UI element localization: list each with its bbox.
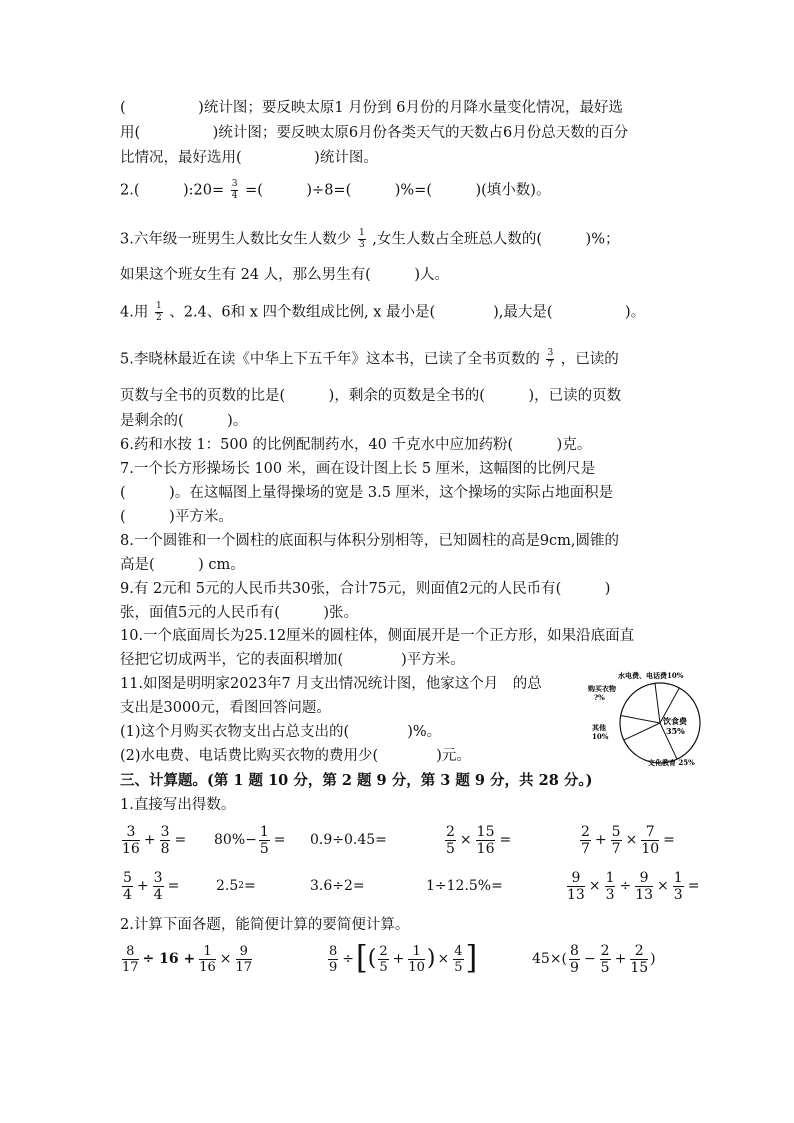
q1-line3: 比情况，最好选用( )统计图。 [120, 150, 378, 166]
q3-line2: 如果这个班女生有 24 人，那么男生有( )人。 [120, 267, 449, 283]
q5-line3: 是剩余的( )。 [120, 413, 248, 429]
sub2-title: 2.计算下面各题，能简便计算的要简便计算。 [120, 917, 410, 933]
calc-r1-e1: $\frac{3}{16}$ + $\frac{3}{8}$ = [122, 823, 187, 857]
q4-fraction: $\frac{1}{2}$ [155, 301, 162, 323]
q3-line1: 3.六年级一班男生人数比女生人数少 $\frac{1}{3}$ ,女生人数占全班总人数的( )%； [120, 228, 620, 250]
calc-r1-e5: $\frac{2}{7}$ + $\frac{5}{7}$ × $\frac{7}{10}$ = [581, 823, 675, 857]
q11-line2: 支出是3000元，看图回答问题。 [120, 700, 331, 716]
q10-line1: 10.一个底面周长为25.12厘米的圆柱体，侧面展开是一个正方形，如果沿底面直 [120, 628, 635, 644]
calc-r1-e4: $\frac{2}{5}$ × $\frac{15}{16}$ = [446, 823, 512, 857]
calc-r1-e2: 80%− $\frac{1}{5}$ = [214, 823, 286, 857]
q10-line2: 径把它切成两半，它的表面积增加( )平方米。 [120, 652, 465, 668]
q2-fraction: $\frac{3}{4}$ [231, 179, 238, 201]
pie-label-food: 饮食费 [663, 716, 687, 726]
q9-line2: 张，面值5元的人民币有( )张。 [120, 605, 359, 621]
pie-slices [620, 683, 700, 763]
q6: 6.药和水按 1：500 的比例配制药水，40 千克水中应加药粉( )克。 [120, 437, 592, 453]
q1-line2: 用( )统计图；要反映太原6月份各类天气的天数占6月份总天数的百分 [120, 125, 629, 141]
expense-pie-chart [588, 668, 718, 774]
calc-r1-e3: 0.9÷0.45= [310, 832, 387, 848]
q7-line2: ( )。在这幅图上量得操场的宽是 3.5 厘米，这个操场的实际占地面积是 [120, 485, 614, 501]
pie-label-clothes: 购买衣物 [588, 684, 616, 693]
q11-sub2: (2)水电费、电话费比购买衣物的费用少( )元。 [120, 748, 471, 764]
pie-label-water: 水电费、电话费10% [618, 671, 684, 680]
pie-label-food-pct: 35% [666, 726, 685, 736]
q5-fraction: $\frac{3}{7}$ [547, 348, 554, 370]
pie-label-other: 其他 [592, 723, 606, 732]
q2: 2.( ):20= $\frac{3}{4}$ =( )÷8=( )%=( )(填小数)。 [120, 179, 551, 201]
q7-line1: 7.一个长方形操场长 100 米，画在设计图上长 5 厘米，这幅图的比例尺是 [120, 461, 596, 477]
q4: 4.用 $\frac{1}{2}$ 、2.4、6和 x 四个数组成比例, x 最小是( ),最大是( )。 [120, 301, 646, 323]
q3-fraction: $\frac{1}{3}$ [358, 228, 365, 250]
q11-line1: 11.如图是明明家2023年7 月支出情况统计图，他家这个月 的总 [120, 676, 542, 692]
q5-line2: 页数与全书的页数的比是( )，剩余的页数是全书的( )，已读的页数 [120, 388, 622, 404]
sub1-title: 1.直接写出得数。 [120, 797, 236, 813]
calc-r2-e5: $\frac{9}{13}$ × $\frac{1}{3}$ ÷ $\frac{9}{13}$ × $\frac{1}{3}$ = [567, 869, 700, 903]
section3-title: 三、计算题。(第 1 题 10 分，第 2 题 9 分，第 3 题 9 分，共 28 分。) [120, 772, 593, 789]
q9-line1: 9.有 2元和 5元的人民币共30张，合计75元，则面值2元的人民币有( ) [120, 581, 611, 597]
pie-label-other-pct: 10% [592, 732, 609, 741]
q1-line1: ( )统计图；要反映太原1 月份到 6月份的月降水量变化情况，最好选 [120, 100, 623, 116]
q7-line3: ( )平方米。 [120, 509, 233, 525]
calc-r2-e1: $\frac{5}{4}$ + $\frac{3}{4}$ = [123, 869, 180, 903]
calc2-e3: 45×( $\frac{8}{9}$ − $\frac{2}{5}$ + $\frac{2}{15}$ ) [532, 942, 656, 976]
q11-sub1: (1)这个月购买衣物支出占总支出的( )%。 [120, 724, 442, 740]
calc-r2-e3: 3.6÷2= [310, 878, 365, 894]
q8-line2: 高是( ) cm。 [120, 557, 245, 573]
calc2-e1: $\frac{8}{17}$ ÷ 16 + $\frac{1}{16}$ × $\frac{9}{17}$ [122, 943, 253, 975]
calc-r2-e4: 1÷12.5%= [426, 878, 503, 894]
calc2-e2: $\frac{8}{9}$ ÷ [ ( $\frac{2}{5}$ + $\frac{1}{10}$ ) × $\frac{4}{5}$ ] [329, 940, 478, 977]
calc-r2-e2: 2.5 2 = [216, 878, 256, 894]
q8-line1: 8.一个圆锥和一个圆柱的底面积与体积分别相等，已知圆柱的高是9cm,圆锥的 [120, 533, 620, 549]
pie-label-clothes-pct: ?% [594, 693, 605, 702]
q5-line1: 5.李晓林最近在读《中华上下五千年》这本书，已读了全书页数的 $\frac{3}{7}$ ，已读的 [120, 348, 619, 370]
pie-label-culture: 文化教育 25% [648, 758, 695, 767]
